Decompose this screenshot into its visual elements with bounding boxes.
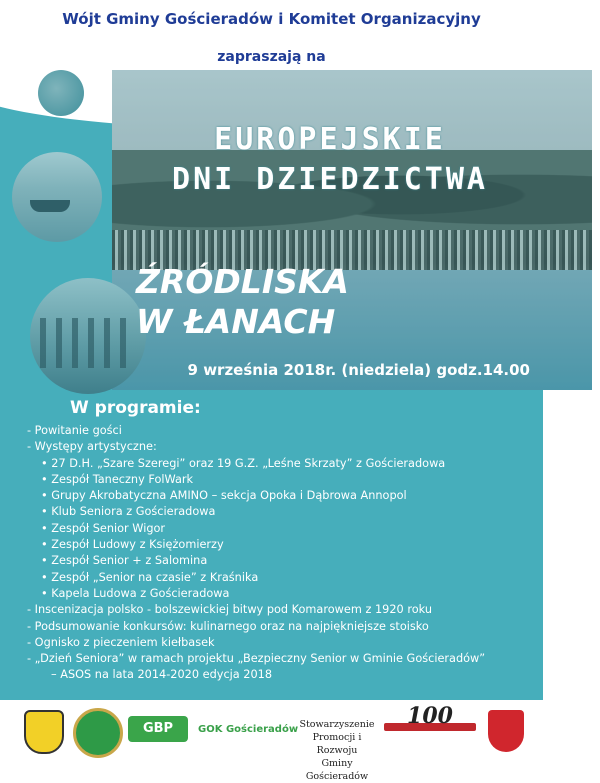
association-line2: Promocji i Rozwoju (312, 732, 362, 756)
association-line3: Gminy Gościeradów (305, 758, 369, 782)
list-item: • Kapela Ludowa z Gościeradowa (27, 586, 485, 602)
main-photo (112, 70, 592, 390)
small-photo-bubble (38, 70, 84, 116)
event-date: 9 września 2018r. (niedziela) godz.14.00 (187, 361, 530, 379)
list-item: • Zespół Senior Wigor (27, 521, 485, 537)
invite-text: zapraszają na (217, 49, 326, 65)
list-item: - Występy artystyczne: (27, 439, 485, 455)
list-item: • Zespół „Senior na czasie” z Kraśnika (27, 570, 485, 586)
list-item: - Ognisko z pieczeniem kiełbasek (27, 635, 485, 651)
list-item: - Inscenizacja polsko - bolszewickiej bitwy pod Komarowem z 1920 roku (27, 602, 485, 618)
list-item: - „Dzień Seniora” w ramach projektu „Bezpieczny Senior w Gminie Gościeradów” (27, 651, 485, 667)
centenary-number: 100 (407, 703, 453, 729)
list-item: • Zespół Taneczny FolWark (27, 472, 485, 488)
organizer-text: Wójt Gminy Gościeradów i Komitet Organizacyjny (62, 10, 481, 28)
gok-logo: GOK Gościeradów (198, 724, 299, 735)
list-item: - Powitanie gości (27, 423, 485, 439)
cavalry-photo (30, 278, 146, 394)
list-item: • 27 D.H. „Szare Szeregi” oraz 19 G.Z. „Leśne Skrzaty” z Gościeradowa (27, 456, 485, 472)
program-title: W programie: (70, 398, 201, 418)
gmina-crest-icon (24, 710, 64, 754)
coat-of-arms-icon (488, 710, 524, 752)
event-subtitle (136, 262, 396, 342)
list-item: • Grupy Akrobatyczna AMINO – sekcja Opoka i Dąbrowa Annopol (27, 488, 485, 504)
list-item: - Podsumowanie konkursów: kulinarnego oraz na najpiękniejsze stoisko (27, 619, 485, 635)
list-item: • Zespół Ludowy z Księżomierzy (27, 537, 485, 553)
gbp-logo: GBP (128, 716, 188, 742)
list-item: • Klub Seniora z Gościeradowa (27, 504, 485, 520)
centenary-logo (384, 703, 476, 731)
association-logo (292, 718, 382, 783)
list-item: • Zespół Senior + z Salomina (27, 553, 485, 569)
event-title (120, 120, 540, 200)
clover-emblem-icon (73, 708, 123, 758)
association-line1: Stowarzyszenie (299, 719, 375, 730)
list-item: – ASOS na lata 2014-2020 edycja 2018 (51, 668, 273, 682)
boat-photo (12, 152, 102, 242)
event-title-line2: DNI DZIEDZICTWA (172, 162, 488, 197)
program-list (27, 423, 485, 684)
event-subtitle-line1: ŹRÓDLISKA (136, 262, 349, 301)
event-title-line1: EUROPEJSKIE (214, 122, 446, 157)
event-subtitle-line2: W ŁANACH (136, 302, 336, 341)
